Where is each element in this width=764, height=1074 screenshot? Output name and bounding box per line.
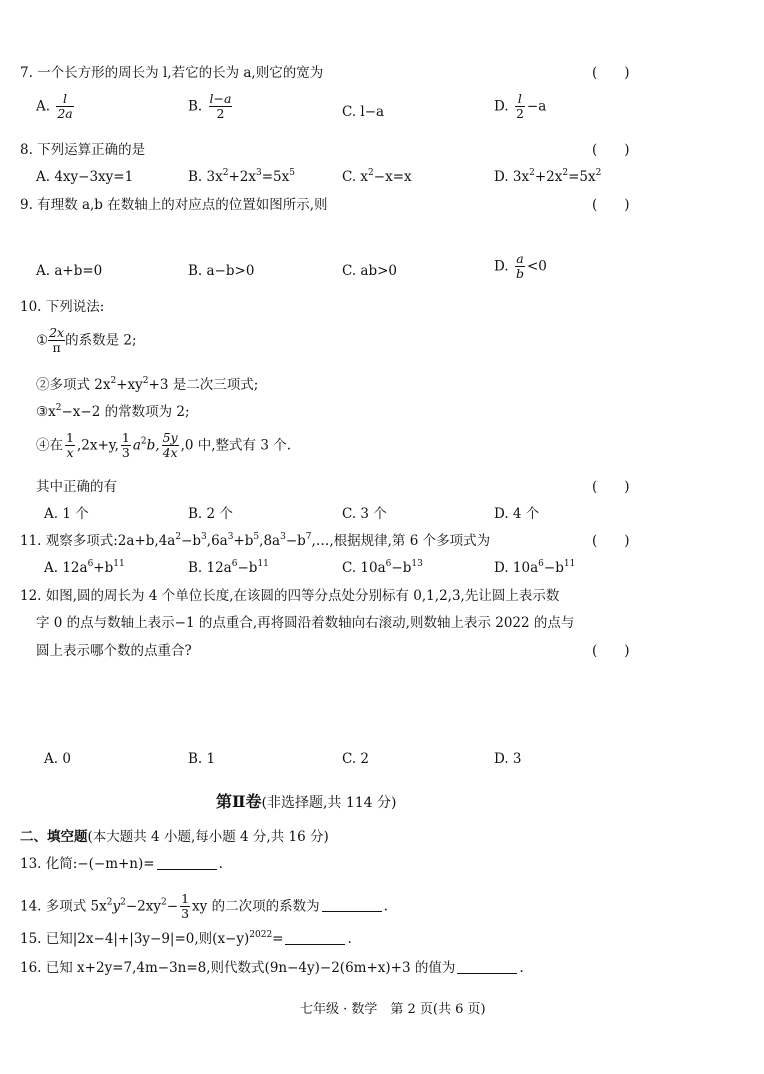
- q8-answer-paren: ( ): [592, 142, 630, 158]
- q10-option-d: D. 4 个: [494, 506, 540, 522]
- q7-a-fraction: $\frac{l}{2a}$: [57, 91, 73, 122]
- q12-line-1: 12. 如图,圆的周长为 4 个单位长度,在该圆的四等分点处分别标有 0,1,2,3,先让圆上表示数: [20, 588, 560, 604]
- q10-which-correct: 其中正确的有: [36, 479, 117, 495]
- q9-option-a: A. a+b=0: [36, 263, 103, 279]
- page-footer: 七年级 · 数学 第 2 页(共 6 页): [300, 1002, 486, 1017]
- q12-option-a: A. 0: [44, 751, 71, 767]
- q8-option-b: B. $3x^2+2x^3=5x^5$: [188, 168, 295, 185]
- q12-option-b: B. 1: [188, 751, 216, 767]
- q7-option-c: C. l−a: [342, 104, 385, 120]
- q8-option-d: D. $3x^2+2x^2=5x^2$: [494, 168, 602, 185]
- q12-answer-paren: ( ): [592, 643, 630, 659]
- q12-line-2: 字 0 的点与数轴上表示−1 的点重合,再将圆沿着数轴向右滚动,则数轴上表示 2022 的点与: [36, 615, 575, 631]
- q15-answer-blank[interactable]: [285, 932, 345, 945]
- q11-stem: 11. 观察多项式$:2a+b,4a^2-b^3,6a^3+b^5,8a^3-b^7,\dots$,根据规律,第 6 个多项式为: [20, 532, 491, 549]
- q15: 15. 已知|2x−4|+|3y−9|=0,则$(x-y)^{2022}=$ .: [20, 930, 352, 947]
- q14: 14. 多项式 $5x^2y^2-2xy^2-$ $\frac{1}{3}$ xy 的二次项的系数为 .: [20, 891, 388, 922]
- q8-option-c: C. $x^2-x=x$: [342, 168, 412, 185]
- q14-answer-blank[interactable]: [322, 899, 382, 912]
- q11-answer-paren: ( ): [592, 533, 630, 549]
- q10-option-b: B. 2 个: [188, 506, 233, 522]
- q12-option-d: D. 3: [494, 751, 522, 767]
- q7-option-b: B. $\frac{l-a}{2}$: [188, 91, 232, 122]
- q10-option-a: A. 1 个: [44, 506, 89, 522]
- q10-answer-paren: ( ): [592, 479, 630, 495]
- q10-statement-1: ① $\frac{2x}{\pi}$ 的系数是 2;: [36, 325, 137, 356]
- q13: 13. 化简:−(−m+n)= .: [20, 856, 223, 872]
- q10-statement-2: ②多项式 $2x^2+xy^2+3$ 是二次三项式;: [36, 376, 259, 393]
- q7-option-a: A. $\frac{l}{2a}$: [36, 91, 73, 122]
- q10-statement-3: $③x^2-x-2$ 的常数项为 2;: [36, 403, 190, 420]
- q13-answer-blank[interactable]: [157, 857, 217, 870]
- q8-stem: 8. 下列运算正确的是: [20, 142, 146, 158]
- q10-option-c: C. 3 个: [342, 506, 387, 522]
- q9-option-d: D. $\frac{a}{b}$ <0: [494, 251, 547, 282]
- q9-stem: 9. 有理数 a,b 在数轴上的对应点的位置如图所示,则: [20, 197, 328, 213]
- q8-option-a: A. 4xy−3xy=1: [36, 169, 134, 185]
- q9-option-c: C. ab>0: [342, 263, 398, 279]
- q12-line-3: 圆上表示哪个数的点重合?: [36, 643, 192, 659]
- q7-option-d: D. $\frac{l}{2}$ −a: [494, 91, 547, 122]
- section-2-title: 第Ⅱ卷(非选择题,共 114 分): [216, 792, 397, 811]
- q9-option-b: B. a−b>0: [188, 263, 255, 279]
- q9-answer-paren: ( ): [592, 197, 630, 213]
- q9-d-fraction: $\frac{a}{b}$: [515, 251, 524, 282]
- part2-heading: 二、填空题(本大题共 4 小题,每小题 4 分,共 16 分): [20, 829, 329, 845]
- q10-statement-4: ④在 $\frac{1}{x}$ ,2x+y, $\frac{1}{3}$ $a^2b$, $\frac{5y}{4x}$ ,0 中,整式有 3 个.: [36, 430, 292, 461]
- q7-d-fraction: $\frac{l}{2}$: [515, 91, 524, 122]
- q11-option-c: C. $10a^6-b^{13}$: [342, 559, 423, 576]
- q16: 16. 已知 x+2y=7,4m−3n=8,则代数式(9n−4y)−2(6m+x)+3 的值为 .: [20, 960, 524, 976]
- q7-answer-paren: ( ): [592, 65, 630, 81]
- q7-stem: 7. 一个长方形的周长为 l,若它的长为 a,则它的宽为: [20, 65, 324, 81]
- q10-stem: 10. 下列说法:: [20, 299, 105, 315]
- q11-option-d: D. $10a^6-b^{11}$: [494, 559, 576, 576]
- q11-option-a: A. $12a^6+b^{11}$: [44, 559, 125, 576]
- q11-option-b: B. $12a^6-b^{11}$: [188, 559, 269, 576]
- q12-option-c: C. 2: [342, 751, 370, 767]
- q16-answer-blank[interactable]: [457, 961, 517, 974]
- q7-b-fraction: $\frac{l-a}{2}$: [209, 91, 232, 122]
